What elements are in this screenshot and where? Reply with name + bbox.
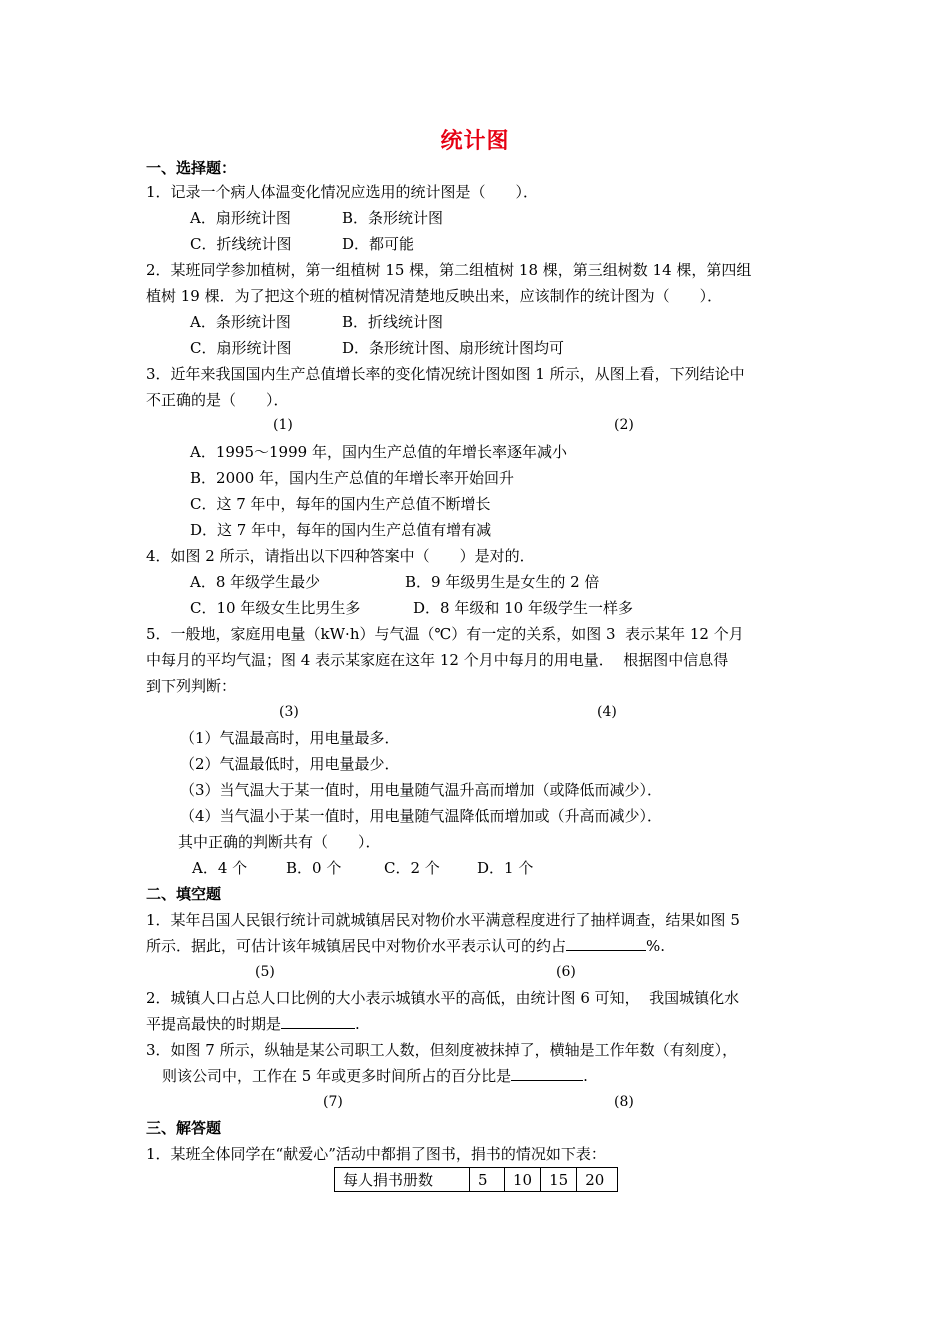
q5-stem-line1: 5．一般地，家庭用电量（kW·h）与气温（℃）有一定的关系，如图 3 表示某年 12 个月 xyxy=(146,625,744,643)
figure-label-2: (2) xyxy=(614,417,634,433)
answer-q1-stem: 1．某班全体同学在“献爱心”活动中都捐了图书，捐书的情况如下表： xyxy=(146,1145,606,1163)
q2-stem-line1: 2．某班同学参加植树，第一组植树 15 棵，第二组植树 18 棵，第三组树数 14 棵，第四组 xyxy=(146,261,752,279)
figure-label-6: (6) xyxy=(556,964,576,980)
fill-q1-text: 所示．据此，可估计该年城镇居民中对物价水平表示认可的约占 xyxy=(146,937,567,955)
q1-option-d: D．都可能 xyxy=(342,235,415,253)
q1-option-b: B．条形统计图 xyxy=(342,209,444,227)
q1-stem: 1．记录一个病人体温变化情况应选用的统计图是（ ）． xyxy=(146,183,539,201)
section-heading-choice: 一、选择题： xyxy=(146,159,237,177)
fill-q3-stem-line1: 3．如图 7 所示，纵轴是某公司职工人数，但刻度被抹掉了，横轴是工作年数（有刻度）， xyxy=(146,1041,738,1059)
answer-blank[interactable] xyxy=(281,1014,355,1029)
figure-label-3: (3) xyxy=(279,704,299,720)
q4-option-c: C．10 年级女生比男生多 xyxy=(190,599,361,617)
figure-label-5: (5) xyxy=(255,964,275,980)
q3-stem-line1: 3．近年来我国国内生产总值增长率的变化情况统计图如图 1 所示，从图上看，下列结论中 xyxy=(146,365,745,383)
fill-q1-stem-line1: 1．某年吕国人民银行统计司就城镇居民对物价水平满意程度进行了抽样调查，结果如图 5 xyxy=(146,911,740,929)
fill-q1-unit: %. xyxy=(646,937,666,955)
fill-q3-text: 则该公司中，工作在 5 年或更多时间所占的百分比是 xyxy=(162,1067,512,1085)
q2-option-a: A．条形统计图 xyxy=(190,313,291,331)
fill-q3-end: . xyxy=(583,1067,588,1085)
fill-q1-stem-line2 xyxy=(146,936,665,956)
q3-option-a: A．1995～1999 年，国内生产总值的年增长率逐年减小 xyxy=(190,443,567,461)
q3-option-c: C．这 7 年中，每年的国内生产总值不断增长 xyxy=(190,495,491,513)
table-cell: 10 xyxy=(505,1168,541,1192)
fill-q2-end: . xyxy=(355,1015,360,1033)
q5-judgement-2: （2）气温最低时，用电量最少． xyxy=(180,755,400,773)
q5-judgement-4: （4）当气温小于某一值时，用电量随气温降低而增加或（升高而减少）． xyxy=(180,807,663,825)
donation-table xyxy=(334,1167,618,1192)
figure-label-4: (4) xyxy=(597,704,617,720)
fill-q2-stem-line1: 2．城镇人口占总人口比例的大小表示城镇水平的高低，由统计图 6 可知， 我国城镇化水 xyxy=(146,989,740,1007)
q3-stem-line2: 不正确的是（ ）． xyxy=(146,391,289,409)
q4-option-a: A．8 年级学生最少 xyxy=(190,573,321,591)
q2-stem-line2: 植树 19 棵．为了把这个班的植树情况清楚地反映出来，应该制作的统计图为（ ）． xyxy=(146,287,723,305)
fill-q3-stem-line2 xyxy=(162,1066,588,1086)
q3-option-b: B．2000 年，国内生产总值的年增长率开始回升 xyxy=(190,469,514,487)
table-cell: 20 xyxy=(577,1168,618,1192)
q5-option-a: A．4 个 xyxy=(192,859,248,877)
q5-option-b: B．0 个 xyxy=(286,859,342,877)
q4-option-d: D．8 年级和 10 年级学生一样多 xyxy=(413,599,633,617)
section-heading-fill: 二、填空题 xyxy=(146,885,222,903)
fill-q2-text: 平提高最快的时期是 xyxy=(146,1015,282,1033)
q4-stem: 4．如图 2 所示，请指出以下四种答案中（ ）是对的． xyxy=(146,547,535,565)
figure-label-1: (1) xyxy=(273,417,293,433)
q3-option-d: D．这 7 年中，每年的国内生产总值有增有减 xyxy=(190,521,492,539)
q2-option-c: C．扇形统计图 xyxy=(190,339,292,357)
q5-question: 其中正确的判断共有（ ）． xyxy=(178,833,381,851)
fill-q2-stem-line2 xyxy=(146,1014,360,1034)
q1-option-a: A．扇形统计图 xyxy=(190,209,291,227)
q5-stem-line3: 到下列判断： xyxy=(146,677,237,695)
q2-option-d: D．条形统计图、扇形统计图均可 xyxy=(342,339,565,357)
table-cell: 5 xyxy=(470,1168,505,1192)
page-title: 统计图 xyxy=(440,129,510,154)
q4-option-b: B．9 年级男生是女生的 2 倍 xyxy=(405,573,600,591)
q5-option-d: D．1 个 xyxy=(477,859,534,877)
q1-option-c: C．折线统计图 xyxy=(190,235,292,253)
figure-label-7: (7) xyxy=(323,1094,343,1110)
q5-option-c: C．2 个 xyxy=(384,859,440,877)
q5-judgement-3: （3）当气温大于某一值时，用电量随气温升高而增加（或降低而减少）． xyxy=(180,781,663,799)
section-heading-answer: 三、解答题 xyxy=(146,1119,222,1137)
answer-blank[interactable] xyxy=(511,1066,583,1081)
answer-blank[interactable] xyxy=(566,936,646,951)
table-header-cell: 每人捐书册数 xyxy=(335,1168,470,1192)
q5-stem-line2: 中每月的平均气温；图 4 表示某家庭在这年 12 个月中每月的用电量． 根据图中信息得 xyxy=(146,651,729,669)
figure-label-8: (8) xyxy=(614,1094,634,1110)
q5-judgement-1: （1）气温最高时，用电量最多． xyxy=(180,729,400,747)
table-row xyxy=(335,1168,618,1192)
q2-option-b: B．折线统计图 xyxy=(342,313,444,331)
table-cell: 15 xyxy=(541,1168,577,1192)
